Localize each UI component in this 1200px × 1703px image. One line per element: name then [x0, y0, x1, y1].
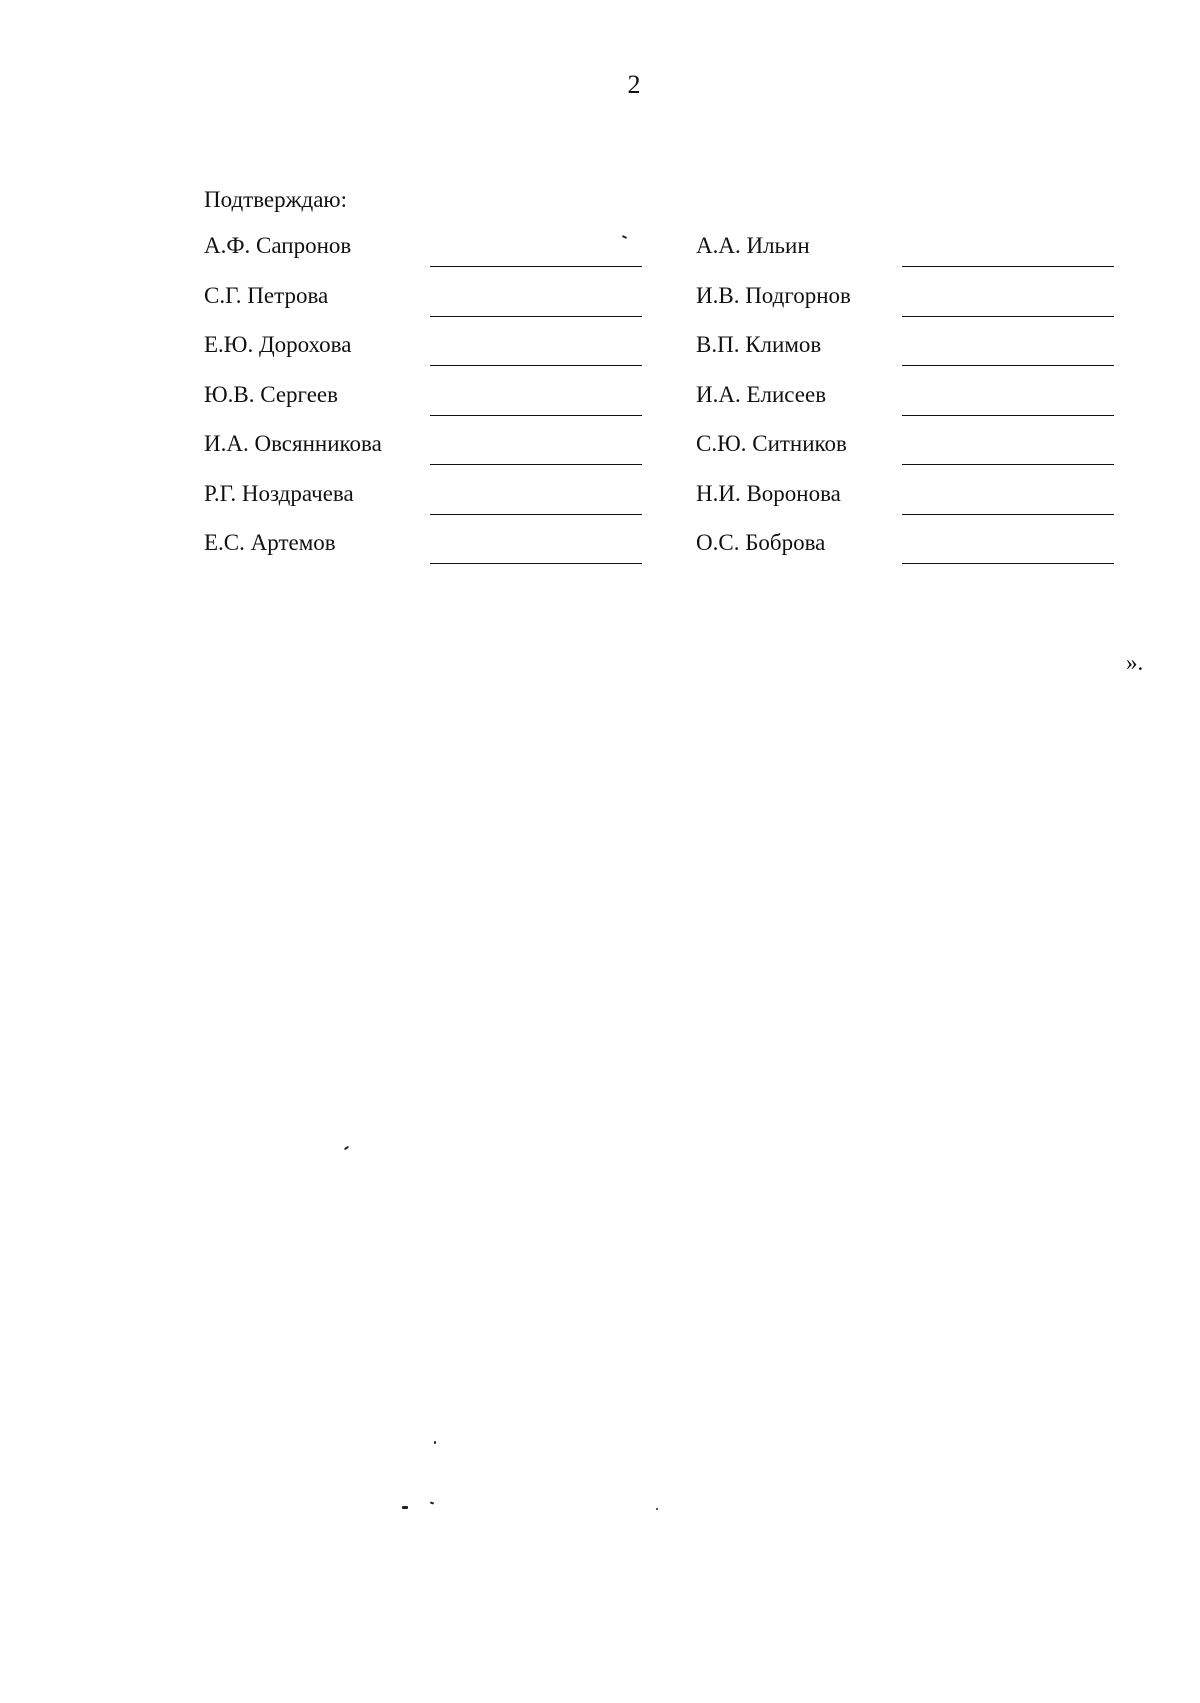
signature-line — [430, 514, 642, 515]
closing-quote: ». — [1126, 650, 1144, 675]
signatory-name: Е.С. Артемов — [204, 530, 336, 555]
scan-speck — [622, 235, 627, 239]
signatory-name: С.Ю. Ситников — [696, 431, 847, 456]
confirmation-heading: Подтверждаю: — [204, 187, 348, 212]
signature-line — [902, 563, 1114, 564]
signature-line — [902, 464, 1114, 465]
signatory-name: Ю.В. Сергеев — [204, 381, 338, 407]
signatory-name: С.Г. Петрова — [204, 282, 329, 308]
signature-line — [430, 365, 642, 366]
signature-line — [430, 266, 642, 267]
signature-line — [902, 415, 1114, 416]
signatory-name: Р.Г. Ноздрачева — [204, 480, 354, 506]
scan-speck — [656, 1508, 658, 1510]
signature-line — [430, 464, 642, 465]
signature-line — [902, 365, 1114, 366]
signature-line — [902, 514, 1114, 515]
signatory-name: А.Ф. Сапронов — [204, 233, 352, 258]
signatory-name: Е.Ю. Дорохова — [204, 332, 352, 357]
signature-line — [430, 415, 642, 416]
signature-line — [902, 266, 1114, 267]
scan-speck — [402, 1506, 408, 1509]
scan-speck — [434, 1441, 436, 1444]
signatory-name: Н.И. Воронова — [696, 480, 841, 506]
signatory-name: О.С. Боброва — [696, 530, 826, 555]
signature-line — [430, 563, 642, 564]
scan-speck — [430, 1501, 434, 1504]
scan-speck — [344, 1146, 349, 1151]
signatory-name: И.В. Подгорнов — [696, 282, 851, 308]
signatory-name: И.А. Овсянникова — [204, 431, 382, 456]
signatory-name: И.А. Елисеев — [696, 381, 827, 407]
signatory-name: В.П. Климов — [696, 332, 822, 357]
page-number: 2 — [627, 70, 641, 99]
signatory-name: А.А. Ильин — [696, 233, 810, 258]
signature-line — [902, 316, 1114, 317]
signature-line — [430, 316, 642, 317]
